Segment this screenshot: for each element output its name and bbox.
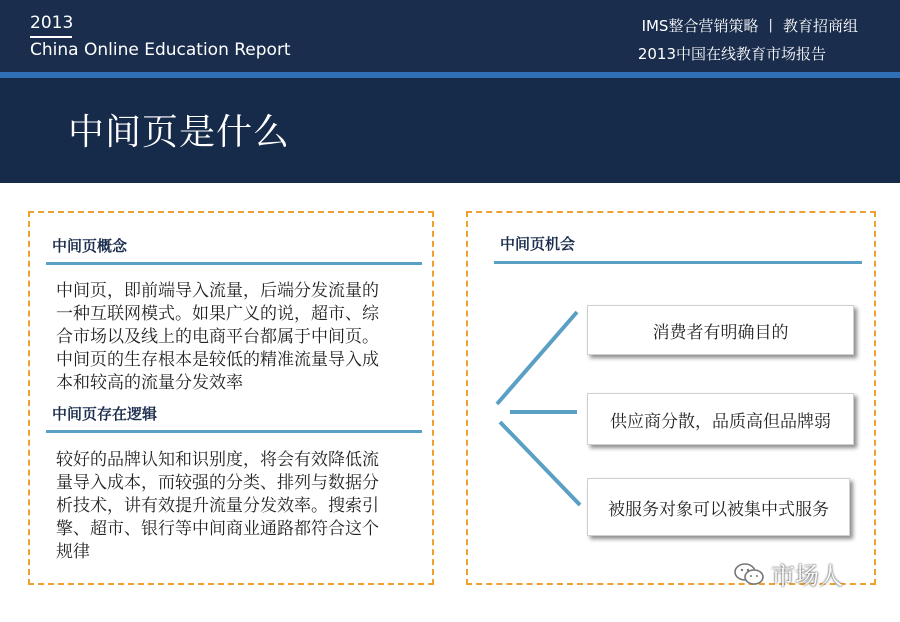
concept-panel	[28, 211, 434, 585]
concept-line: 本和较高的流量分发效率	[56, 373, 243, 393]
logic-line: 量导入成本，而较强的分类、排列与数据分	[56, 473, 379, 493]
wechat-icon	[733, 561, 765, 587]
opportunity-item: 供应商分散，品质高但品牌弱	[587, 393, 854, 445]
watermark-text: 市场人	[771, 562, 843, 590]
logic-rule	[46, 430, 422, 433]
logic-heading: 中间页存在逻辑	[52, 405, 158, 423]
logic-line: 擎、超市、银行等中间商业通路都符合这个	[56, 519, 379, 539]
header-org-line: IMS整合营销策略 丨 教育招商组	[641, 17, 858, 35]
logic-line: 析技术，讲有效提升流量分发效率。搜索引	[56, 496, 379, 516]
concept-line: 中间页的生存根本是较低的精准流量导入成	[56, 350, 379, 370]
concept-line: 合市场以及线上的电商平台都属于中间页。	[56, 327, 379, 347]
logic-text	[56, 449, 379, 564]
opportunity-heading: 中间页机会	[500, 235, 576, 253]
concept-line: 一种互联网模式。如果广义的说，超市、综	[56, 304, 379, 324]
header-report-line: 2013中国在线教育市场报告	[637, 45, 826, 63]
logic-line: 较好的品牌认知和识别度，将会有效降低流	[56, 450, 379, 470]
title-band	[0, 78, 900, 183]
opportunity-item: 消费者有明确目的	[587, 305, 854, 355]
concept-heading: 中间页概念	[52, 237, 128, 255]
opportunity-item: 被服务对象可以被集中式服务	[587, 478, 850, 536]
header-bar	[0, 0, 900, 72]
header-year-underline	[30, 36, 72, 38]
header-report-title: China Online Education Report	[30, 40, 291, 60]
concept-line: 中间页，即前端导入流量，后端分发流量的	[56, 281, 379, 301]
page-title: 中间页是什么	[68, 112, 291, 153]
header-year: 2013	[30, 13, 74, 33]
logic-line: 规律	[56, 542, 90, 562]
concept-rule	[46, 262, 422, 265]
concept-text	[56, 280, 379, 395]
opportunity-rule	[494, 261, 862, 264]
watermark	[733, 556, 843, 591]
